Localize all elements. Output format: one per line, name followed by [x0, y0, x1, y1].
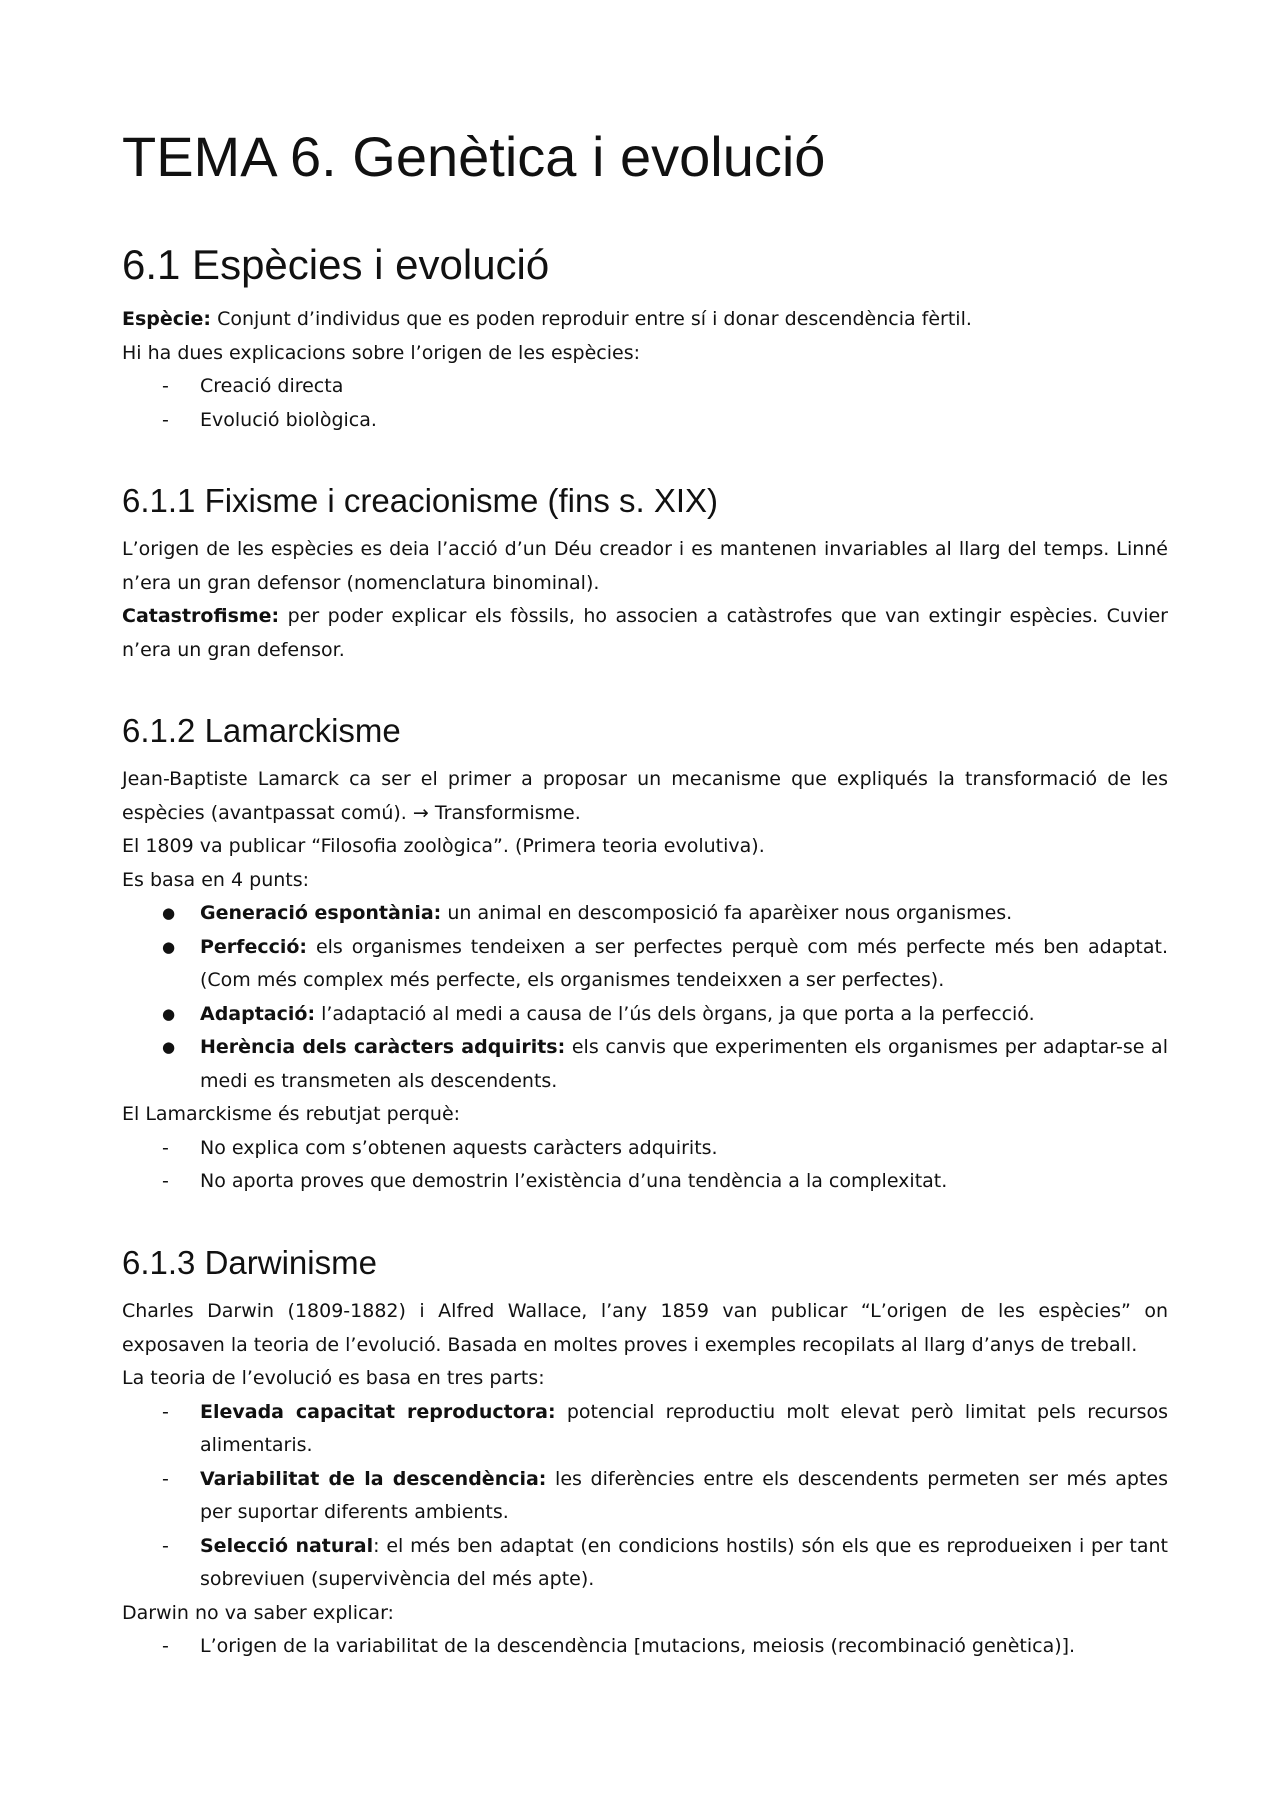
section-heading: 6.1.3 Darwinisme: [122, 1244, 377, 1281]
paragraph: Darwin no va saber explicar:: [122, 1601, 394, 1624]
dash-marker: -: [162, 1635, 169, 1657]
list-item-text: un animal en descomposició fa aparèixer nous organismes.: [441, 902, 1013, 924]
bullet-marker: ●: [162, 1004, 176, 1023]
list-item-term: Variabilitat de la descendència:: [200, 1467, 547, 1490]
list-item-text: els canvis que experimenten els organismes per adaptar-se al medi es transmeten als descendents.: [200, 1036, 1168, 1092]
list-item-term: Elevada capacitat reproductora:: [200, 1400, 556, 1423]
bullet-marker: ●: [162, 904, 176, 922]
list-item-text: Creació directa: [200, 375, 344, 397]
list-item-text: Evolució biològica.: [200, 408, 377, 431]
dash-list: [122, 1396, 1168, 1597]
list-item: [122, 931, 1168, 998]
dash-marker: -: [162, 1400, 169, 1423]
dash-marker: -: [162, 1467, 169, 1490]
list-item-text: No aporta proves que demostrin l’existència d’una tendència a la complexitat.: [200, 1170, 948, 1192]
definition-paragraph: [122, 303, 1168, 337]
definition-term: Espècie:: [122, 308, 212, 330]
dash-marker: -: [162, 375, 169, 397]
section-heading: 6.1.1 Fixisme i creacionisme (fins s. XIX): [122, 482, 718, 519]
dash-list: [122, 1132, 1168, 1199]
paragraph: [122, 600, 1168, 667]
list-item-term: Selecció natural: [200, 1534, 374, 1557]
list-item: [122, 1165, 1168, 1199]
list-item: [122, 1463, 1168, 1530]
list-item: [122, 1396, 1168, 1463]
list-item: [122, 1630, 1168, 1664]
dash-marker: -: [162, 408, 169, 431]
list-item-term: Adaptació:: [200, 1002, 316, 1025]
list-item: [122, 1132, 1168, 1166]
section-body: [122, 1295, 1168, 1664]
section-6-1-1: [122, 481, 1168, 667]
paragraph: El 1809 va publicar “Filosofia zoològica”. (Primera teoria evolutiva).: [122, 835, 765, 857]
paragraph: La teoria de l’evolució es basa en tres parts:: [122, 1367, 545, 1389]
section-heading: 6.1.2 Lamarckisme: [122, 712, 401, 749]
list-item-term: Perfecció:: [200, 935, 308, 958]
list-item-text: les diferències entre els descendents permeten ser més aptes per suportar diferents ambients.: [200, 1467, 1168, 1523]
page-title: TEMA 6. Genètica i evolució: [122, 125, 826, 188]
bullet-marker: ●: [162, 937, 176, 956]
paragraph: Charles Darwin (1809-1882) i Alfred Wallace, l’any 1859 van publicar “L’origen de les espècies” on exposaven la teoria de l’evolució. Basada en moltes proves i exemples recopilats al llarg d’anys de treball.: [122, 1300, 1168, 1356]
term-text: per poder explicar els fòssils, ho associen a catàstrofes que van extingir espècies. Cuvier n’era un gran defensor.: [122, 605, 1168, 661]
list-item-term: Generació espontània:: [200, 902, 442, 924]
paragraph: Jean-Baptiste Lamarck ca ser el primer a proposar un mecanisme que expliqués la transformació de les espècies (avantpassat comú). → Transformisme.: [122, 768, 1168, 824]
list-item-text: l’adaptació al medi a causa de l’ús dels òrgans, ja que porta a la perfecció.: [315, 1002, 1035, 1025]
section-6-1: [122, 240, 1168, 437]
dash-list: [122, 370, 1168, 437]
paragraph: El Lamarckisme és rebutjat perquè:: [122, 1103, 461, 1125]
bullet-marker: ●: [162, 1038, 176, 1056]
definition-text: Conjunt d’individus que es poden reproduir entre sí i donar descendència fèrtil.: [211, 308, 972, 330]
intro-paragraph: Hi ha dues explicacions sobre l’origen de les espècies:: [122, 341, 641, 364]
dash-marker: -: [162, 1170, 169, 1192]
list-item-text: : el més ben adaptat (en condicions hostils) són els que es reprodueixen i per tant sobreviuen (supervivència del més apte).: [200, 1534, 1168, 1590]
list-item-text: L’origen de la variabilitat de la descendència [mutacions, meiosis (recombinació genètica)].: [200, 1635, 1076, 1657]
section-body: [122, 533, 1168, 667]
list-item-text: potencial reproductiu molt elevat però limitat pels recursos alimentaris.: [200, 1400, 1168, 1456]
list-item: [122, 404, 1168, 438]
section-heading: 6.1 Espècies i evolució: [122, 241, 550, 288]
list-item: [122, 370, 1168, 404]
bullet-list: [122, 897, 1168, 1098]
list-item-text: els organismes tendeixen a ser perfectes perquè com més perfecte més ben adaptat. (Com més complex més perfecte, els organismes tendeixxen a ser perfectes).: [200, 935, 1168, 991]
list-item: [122, 1530, 1168, 1597]
section-6-1-2: [122, 711, 1168, 1199]
dash-marker: -: [162, 1534, 169, 1557]
dash-list: [122, 1630, 1168, 1664]
list-item-term: Herència dels caràcters adquirits:: [200, 1036, 566, 1058]
list-item: [122, 998, 1168, 1032]
dash-marker: -: [162, 1136, 169, 1159]
term: Catastrofisme:: [122, 605, 280, 627]
list-item: [122, 897, 1168, 931]
section-body: [122, 763, 1168, 1199]
paragraph: L’origen de les espècies es deia l’acció d’un Déu creador i es mantenen invariables al llarg del temps. Linné n’era un gran defensor (nomenclatura binominal).: [122, 538, 1168, 594]
paragraph: Es basa en 4 punts:: [122, 868, 310, 891]
list-item-text: No explica com s’obtenen aquests caràcters adquirits.: [200, 1136, 718, 1159]
section-body: [122, 303, 1168, 437]
section-6-1-3: [122, 1243, 1168, 1664]
list-item: [122, 1031, 1168, 1098]
